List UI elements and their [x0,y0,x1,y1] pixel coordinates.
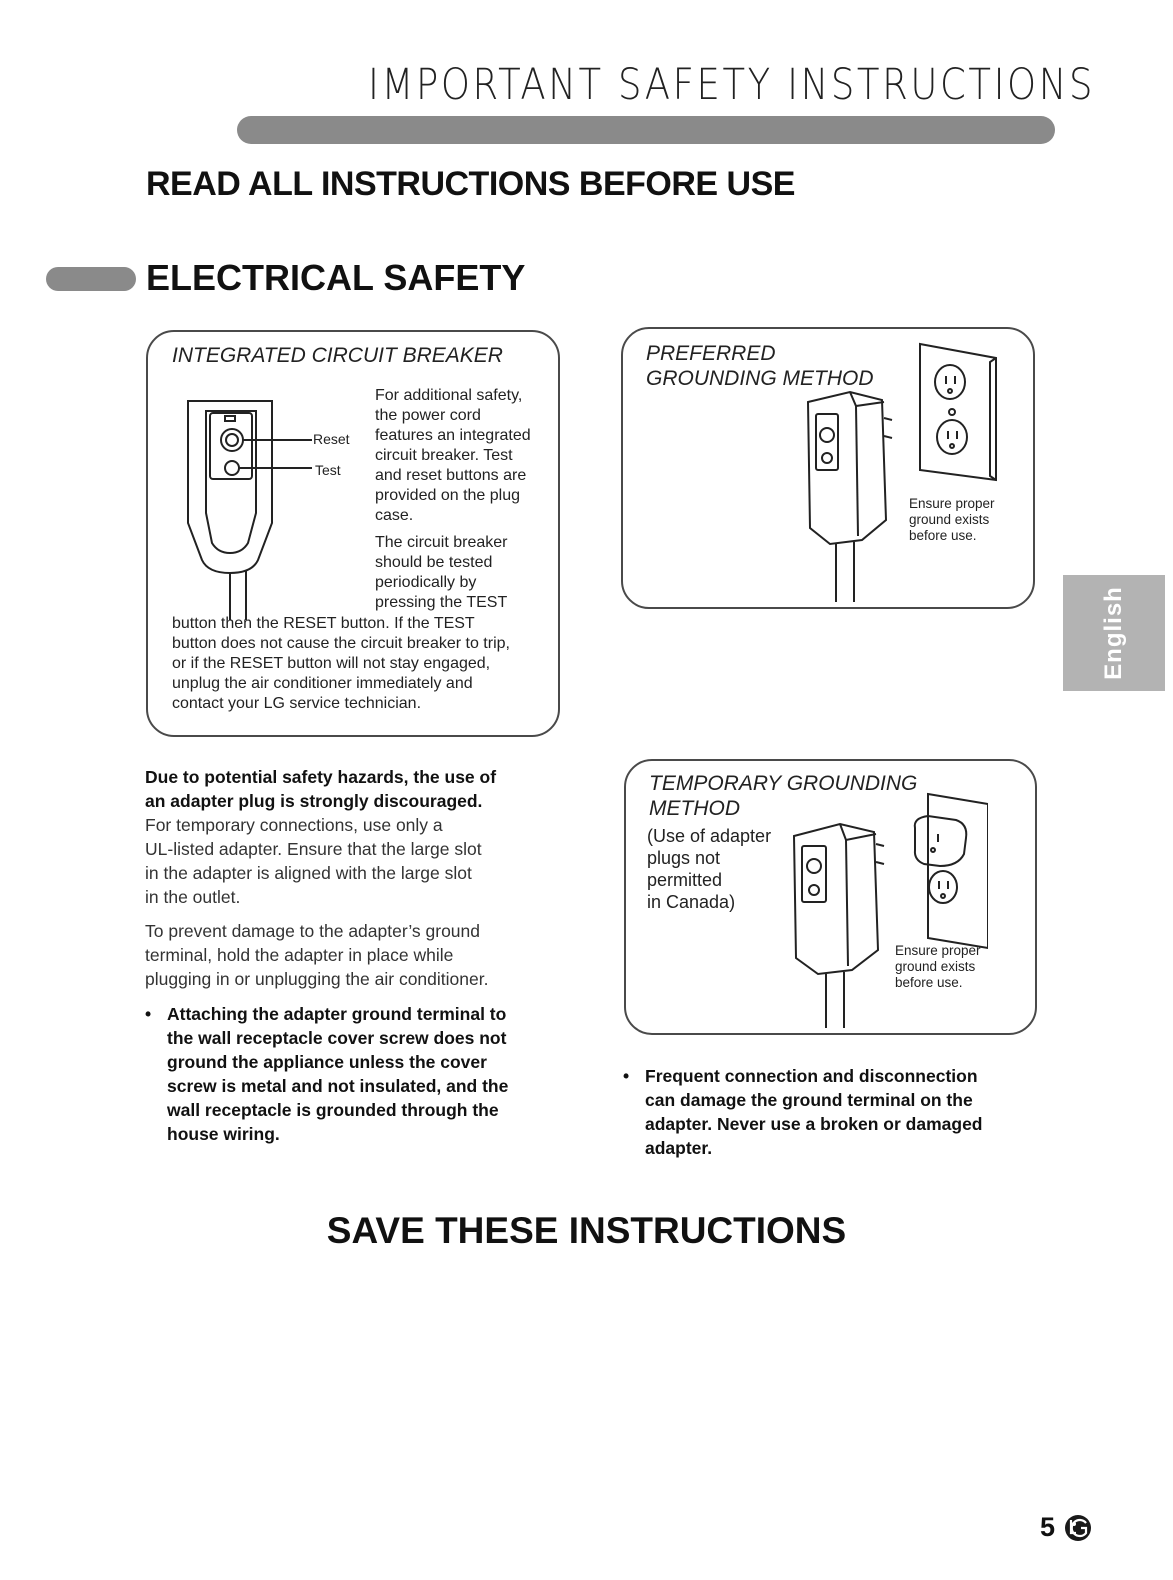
preferred-ensure-note: Ensure proper ground exists before use. [909,496,995,543]
section-pill [46,267,136,291]
page-header-title: IMPORTANT SAFETY INSTRUCTIONS [368,60,1096,110]
section-title: ELECTRICAL SAFETY [146,257,526,298]
breaker-para2-top: The circuit breaker should be tested periodically by pressing the TEST [375,534,508,611]
temporary-ensure-note: Ensure proper ground exists before use. [895,943,981,990]
preferred-grounding-title: PREFERRED GROUNDING METHOD [646,342,874,390]
temporary-grounding-title: TEMPORARY GROUNDING METHOD [649,772,918,820]
breaker-para2-bottom: button then the RESET button. If the TEST button does not cause the circuit breaker to trip, or if the RESET button will not stay engaged, unplug the air conditioner immediately and contact your LG service technician. [172,615,510,712]
lg-logo-icon [1064,1514,1092,1542]
plug-body-outline [188,401,272,573]
temporary-grounding-illustration [788,790,988,1030]
page-number: 5 [1040,1512,1056,1542]
header-bar [237,116,1055,144]
temporary-grounding-subtext: (Use of adapter plugs not permitted in Canada) [647,826,772,912]
breaker-para1: For additional safety, the power cord features an integrated circuit breaker. Test and reset buttons are provided on the plug case. [375,387,531,524]
preferred-grounding-illustration [800,340,1000,602]
left-bullet-item: • Attaching the adapter ground terminal to the wall receptacle cover screw does not ground the appliance unless the cover screw is metal and not insulated, and the wall receptacle is grounded through the house wiring. [145,1004,509,1144]
reset-button-icon [221,429,243,451]
right-bullet-item: • Frequent connection and disconnection can damage the ground terminal on the adapter. Never use a broken or damaged adapter. [623,1066,983,1158]
language-tab [1063,575,1165,691]
bullet-marker: • [623,1066,630,1086]
breaker-plug-illustration [180,395,360,620]
bullet-marker: • [145,1004,152,1024]
test-button-icon [225,461,239,475]
wall-outlet-plate [920,344,996,480]
test-callout: Test [315,462,341,478]
circuit-breaker-title: INTEGRATED CIRCUIT BREAKER [172,344,503,367]
language-tab-label: English [1100,586,1127,680]
reset-callout: Reset [313,431,350,447]
read-all-heading: READ ALL INSTRUCTIONS BEFORE USE [146,165,795,203]
adapter-plug-icon [915,816,967,866]
save-instructions-heading: SAVE THESE INSTRUCTIONS [326,1210,847,1251]
adapter-warning-text: Due to potential safety hazards, the use of an adapter plug is strongly discouraged. For temporary connections, use only a UL-listed adapter. Ensure that the large slot in the adapter is aligned with the large slot in the outlet. To prevent damage to the adapter’s ground terminal, hold the adapter in place while plugging in or unplugging the air conditioner. [145,767,497,989]
